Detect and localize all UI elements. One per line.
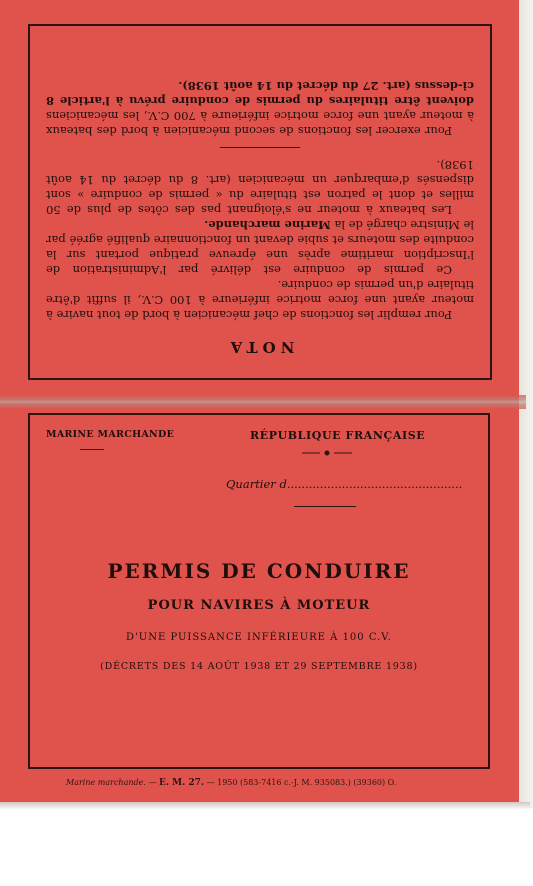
- permit-title: PERMIS DE CONDUIRE: [107, 559, 411, 583]
- decrets-line: (DÉCRETS DES 14 AOÛT 1938 ET 29 SEPTEMBRE 1938): [100, 661, 418, 672]
- footer-form-number: E. M. 27.: [159, 778, 205, 788]
- republique-label: RÉPUBLIQUE FRANÇAISE: [250, 429, 426, 442]
- print-footer: [66, 778, 396, 788]
- footer-dash: —: [148, 778, 157, 787]
- quartier-divider: [294, 506, 356, 507]
- quartier-field: [226, 477, 462, 491]
- nota-paragraph-1: Pour remplir les fonctions de chef mécanicien à bord de tout navire à moteur ayant une force motrice inférieure à 100 C.V., il suffit d'être titulaire d'un permis de conduire.: [46, 278, 474, 322]
- footer-marine: Marine marchande.: [66, 778, 146, 787]
- quartier-label: Quartier d: [226, 477, 287, 491]
- marine-divider: [80, 449, 104, 450]
- nota-paragraph-2: [46, 217, 474, 277]
- nota-paragraph-4-text: Pour exercer les fonctions de second mécanicien à bord des bateaux à moteur ayant une force motrice inférieure à 700 C.V., les mécaniciens: [46, 109, 474, 138]
- nota-paragraph-4-bold: doivent être titulaires du permis de conduire prévu à l'article 8 ci-dessus (art. 27 du décret du 14 août 1938).: [46, 79, 474, 108]
- nota-paragraph-3: Les bateaux à moteur ne s'éloignant pas des côtes de plus de 50 milles et dont le patron est titulaire du « permis de conduire » sont dispensés d'embarquer un mécanicien (art. 8 du décret du 14 août 1938).: [46, 158, 474, 217]
- footer-print-info: — 1950 (583-7416 c.-J. M. 935083.) (39360) O.: [206, 778, 397, 787]
- ornament-icon: [302, 449, 352, 457]
- nota-divider: [220, 147, 300, 148]
- fold-line: [0, 395, 526, 409]
- permit-subtitle: POUR NAVIRES À MOTEUR: [147, 598, 371, 613]
- nota-paragraph-2-text: Ce permis de conduire est délivré par l'Administration de l'Inscription maritime après une épreuve pratique portant sur la conduite des moteurs et subie devant un fonctionnaire qualifié agréé par le Ministre chargé de la: [46, 218, 474, 277]
- nota-paragraph-2-bold: Marine marchande.: [204, 218, 331, 232]
- nota-content: [46, 78, 474, 356]
- card-bottom-edge: [0, 802, 530, 810]
- nota-title: NOTA: [225, 338, 295, 356]
- permit-front-panel: [28, 413, 490, 769]
- nota-panel: [28, 24, 492, 380]
- marine-marchande-label: MARINE MARCHANDE: [46, 429, 175, 440]
- quartier-dots: ................................................: [286, 477, 463, 491]
- nota-paragraph-4: [46, 78, 474, 138]
- puissance-line: D'UNE PUISSANCE INFÉRIEURE À 100 C.V.: [126, 632, 392, 643]
